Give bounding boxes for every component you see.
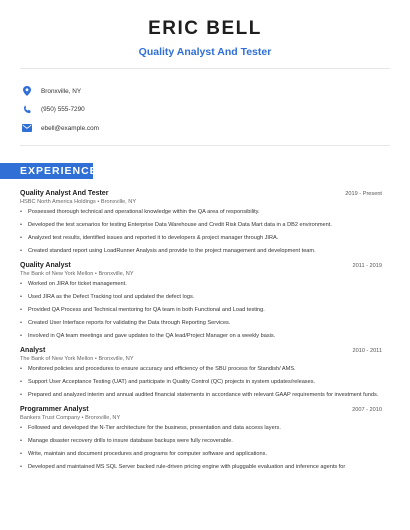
job-dates: 2007 - 2010 bbox=[352, 406, 382, 413]
job-employer: HSBC North America Holdings • Bronxville, NY bbox=[20, 199, 137, 205]
job-bullet: • Analyzed test results, identified issues and reported it to developers & project manager through JIRA. bbox=[20, 235, 382, 242]
job-bullet: • Provided QA Process and Technical mentoring for QA team in both Functional and Load testing. bbox=[20, 307, 382, 314]
job-bullet: • Worked on JIRA for ticket management. bbox=[20, 281, 382, 288]
phone-text[interactable]: (950) 555-7290 bbox=[41, 106, 85, 113]
job-bullet: • Write, maintain and document procedures and programs for computer software and applications. bbox=[20, 451, 382, 458]
job-entry bbox=[20, 189, 382, 255]
job-bullet: • Monitored policies and procedures to ensure accuracy and efficiency of the SBU process for Standish/ AMS. bbox=[20, 366, 382, 373]
job-employer: Bankers Trust Company • Bronxville, NY bbox=[20, 414, 121, 421]
contact-divider bbox=[20, 145, 390, 146]
job-bullet: • Possessed thorough technical and operational knowledge within the QA area of responsibility. bbox=[20, 209, 382, 216]
header-divider bbox=[20, 68, 390, 69]
experience-list bbox=[20, 189, 382, 477]
contact-phone bbox=[22, 101, 99, 119]
job-employer: The Bank of New York Mellon • Bronxville, NY bbox=[20, 355, 134, 362]
candidate-title: Quality Analyst And Tester bbox=[138, 46, 272, 58]
job-employer: The Bank of New York Mellon • Bronxville, NY bbox=[20, 270, 134, 277]
contact-email bbox=[22, 119, 99, 137]
job-dates: 2010 - 2011 bbox=[352, 347, 382, 354]
candidate-name: ERIC BELL bbox=[148, 18, 262, 39]
job-bullet: • Prepared and analyzed interim and annual audited financial statements in accordance with relevant GAAP requirements for investment funds. bbox=[20, 392, 382, 399]
contact-list bbox=[22, 82, 99, 138]
phone-icon bbox=[22, 105, 32, 115]
job-bullet: • Involved in QA team meetings and gave updates to the QA lead/Project Manager on a weekly basis. bbox=[20, 333, 382, 340]
job-dates: 2019 - Present bbox=[345, 191, 382, 197]
experience-heading: EXPERIENCE bbox=[20, 165, 98, 177]
job-role: Programmer Analyst bbox=[20, 405, 89, 413]
job-bullet: • Followed and developed the N-Tier architecture for the business, presentation and data access layers. bbox=[20, 425, 382, 432]
job-dates: 2011 - 2019 bbox=[352, 262, 382, 269]
job-bullet: • Manage disaster recovery drills to insure database backups were fully recoverable. bbox=[20, 438, 382, 445]
contact-location bbox=[22, 82, 99, 100]
location-text: Bronxville, NY bbox=[41, 87, 82, 95]
map-pin-icon bbox=[22, 86, 32, 96]
job-role: Analyst bbox=[20, 346, 46, 354]
job-bullet: • Developed and maintained MS SQL Server backed rule-driven pricing engine with pluggable evaluation and inference agents for bbox=[20, 464, 382, 471]
job-entry bbox=[20, 346, 382, 399]
email-text[interactable]: ebell@example.com bbox=[41, 124, 99, 132]
job-bullet: • Used JIRA as the Defect Tracking tool and updated the defect logs. bbox=[20, 294, 382, 301]
job-bullet: • Created standard report using LoadRunner Analysis and provide to the project management and development team. bbox=[20, 248, 382, 255]
job-role: Quality Analyst bbox=[20, 261, 71, 269]
job-bullet: • Developed the test scenarios for testing Enterprise Data Warehouse and Credit Risk Data Mart data in a DB2 environment. bbox=[20, 222, 382, 229]
resume-header bbox=[0, 18, 410, 59]
job-role: Quality Analyst And Tester bbox=[20, 190, 109, 197]
envelope-icon bbox=[22, 123, 32, 133]
job-entry bbox=[20, 261, 382, 340]
job-bullet: • Support User Acceptance Testing (UAT) and participate in Quality Control (QC) projects in system updates/releases. bbox=[20, 379, 382, 386]
job-bullet: • Created User Interface reports for validating the Data through Reporting Services. bbox=[20, 320, 382, 327]
job-entry bbox=[20, 405, 382, 471]
